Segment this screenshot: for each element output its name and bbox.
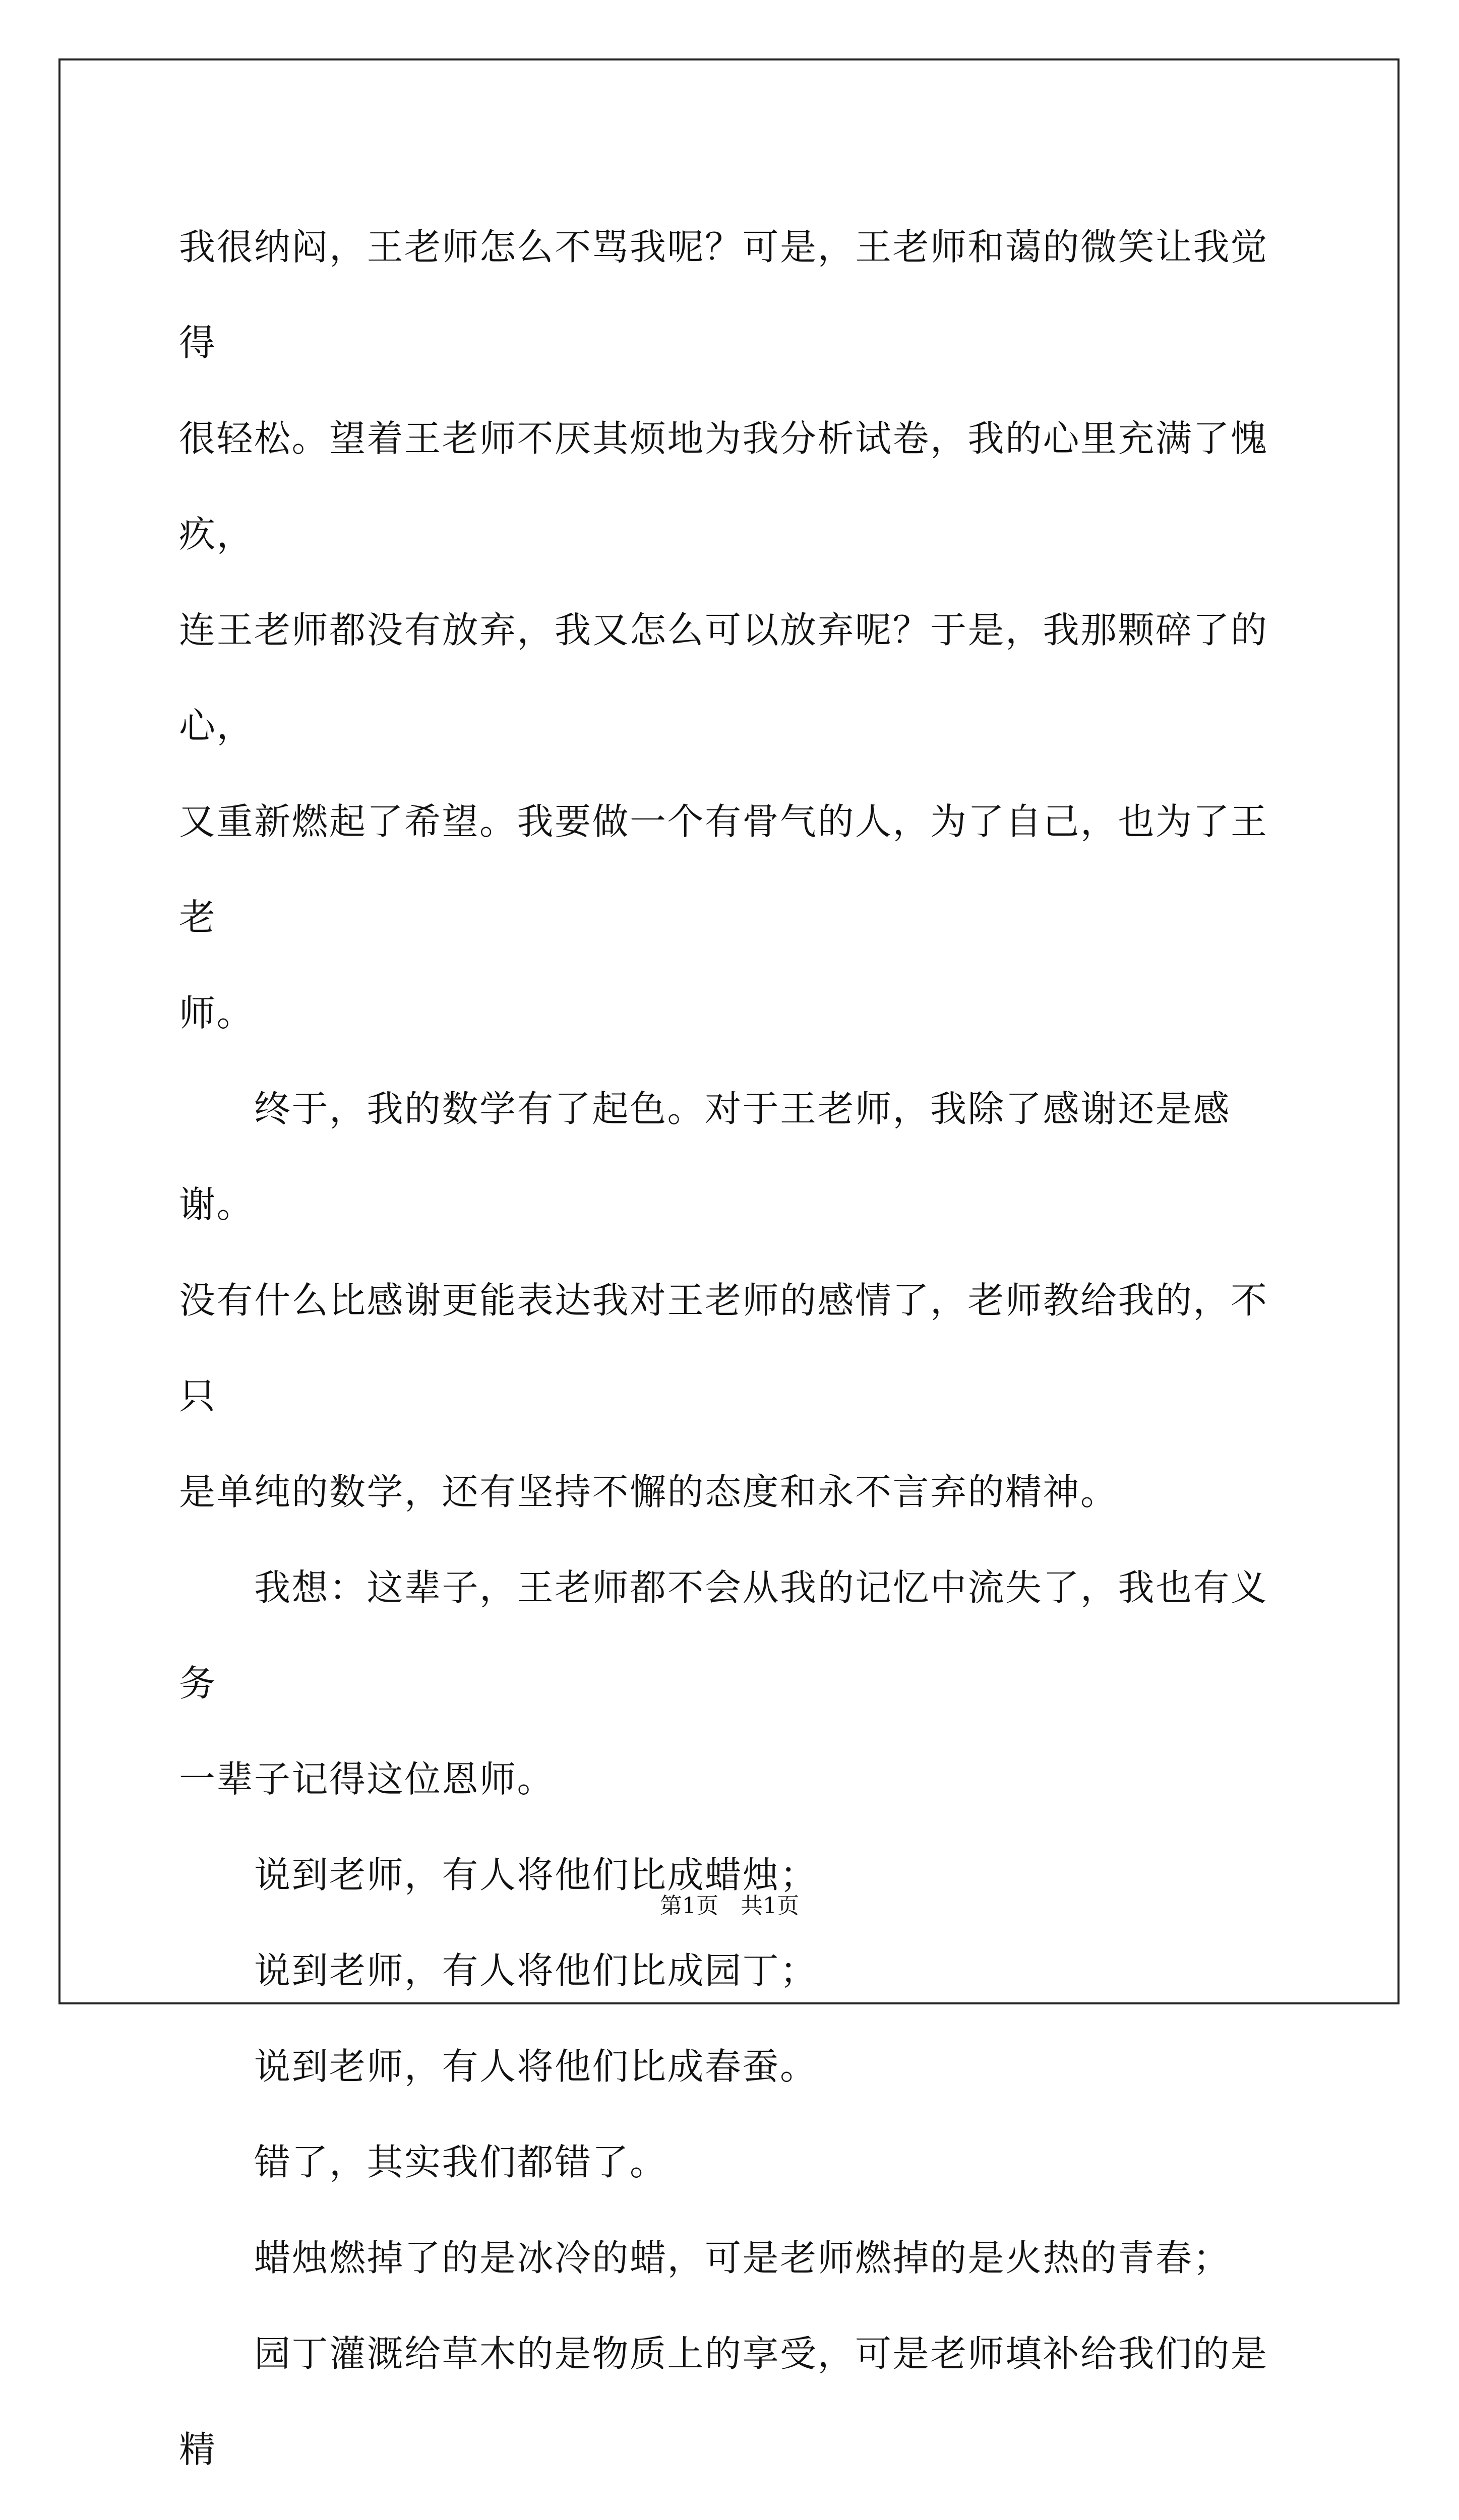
text-line: 说到老师，有人将他们比成园丁； [179, 1949, 818, 1992]
text-line: 很轻松。望着王老师不厌其烦地为我分析试卷，我的心里充满了愧疚， [179, 417, 1268, 555]
text-line: 又重新燃起了希望。我要做一个有骨气的人，为了自己，也为了王老 [179, 800, 1268, 938]
page-number-footer: 第1页 共1页 [660, 1893, 799, 1919]
text-line: 我很纳闷，王老师怎么不骂我呢？可是，王老师和蔼的微笑让我觉得 [179, 226, 1268, 364]
text-line: 终于，我的数学有了起色。对于王老师，我除了感谢还是感谢。 [179, 1088, 1231, 1226]
text-line: 蜡烛燃掉了的是冰冷的蜡，可是老师燃掉的是火热的青春； [179, 2237, 1231, 2279]
text-line: 师。 [179, 992, 255, 1034]
text-line: 没有什么比感谢更能表达我对王老师的感情了，老师教给我的，不只 [179, 1279, 1268, 1417]
text-line: 连王老师都没有放弃，我又怎么可以放弃呢？于是，我那颗碎了的心， [179, 609, 1268, 747]
document-body [179, 199, 1303, 2520]
text-line: 说到老师，有人将他们比成春蚕。 [179, 2045, 818, 2088]
text-line: 一辈子记得这位恩师。 [179, 1758, 555, 1800]
text-line: 说到老师，有人将他们比成蜡烛； [179, 1854, 818, 1896]
text-line: 我想：这辈子，王老师都不会从我的记忆中流失了，我也有义务 [179, 1566, 1268, 1705]
text-line [179, 2497, 1303, 2520]
text-line: 错了，其实我们都错了。 [179, 2141, 667, 2183]
text-line: 园丁灌溉给草木的是物质上的享受，可是老师填补给我们的是精 [179, 2333, 1268, 2471]
text-line: 是单纯的数学，还有坚持不懈的态度和永不言弃的精神。 [179, 1471, 1118, 1513]
